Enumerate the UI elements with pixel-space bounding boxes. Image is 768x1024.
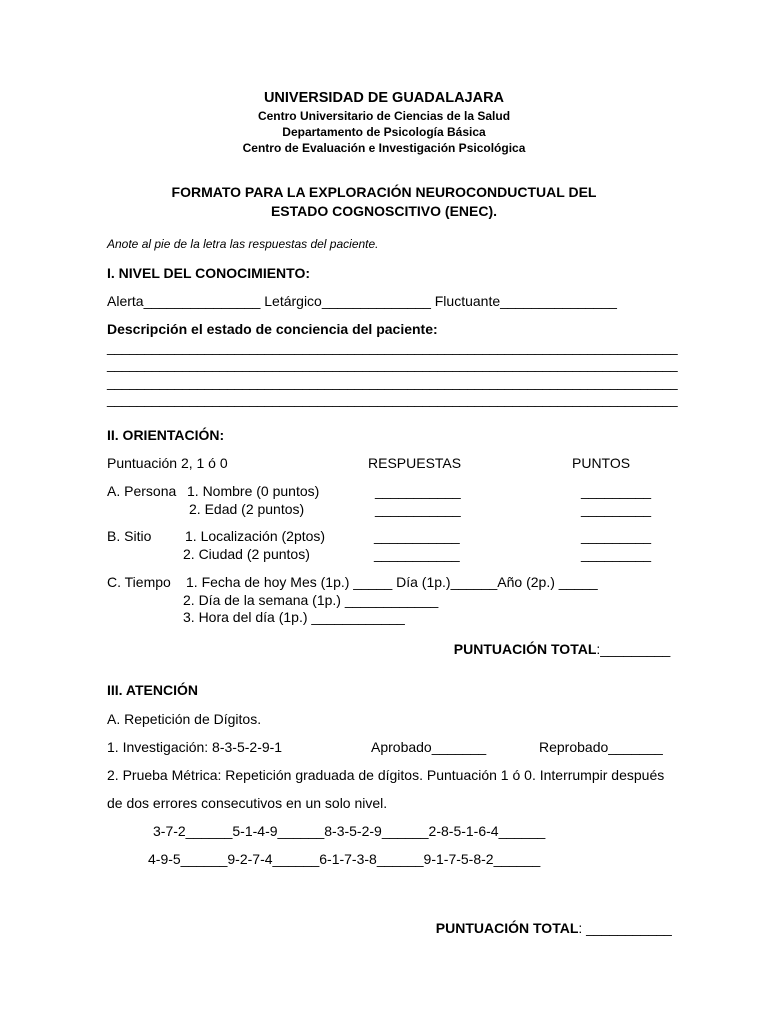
consciousness-description-label: Descripción el estado de conciencia del paciente: — [107, 321, 438, 337]
response-blank: ___________ — [374, 528, 460, 544]
investigation-item: 1. Investigación: 8-3-5-2-9-1 — [107, 739, 283, 755]
approved-blank: Aprobado_______ — [371, 739, 487, 755]
response-blank: ___________ — [375, 483, 461, 499]
section3-total — [428, 907, 672, 935]
response-blank: ___________ — [375, 501, 461, 517]
total-blank: : ___________ — [578, 920, 672, 936]
tiempo-item-fecha: 1. Fecha de hoy Mes (1p.) _____ Día (1p.)______Año (2p.) _____ — [186, 574, 598, 590]
description-line: ____________________________________________________________________________ — [107, 357, 678, 372]
score-label: Puntuación 2, 1 ó 0 — [107, 455, 228, 471]
points-blank: _________ — [581, 546, 652, 562]
persona-item-edad: 2. Edad (2 puntos) — [189, 501, 305, 517]
tiempo-label: C. Tiempo — [107, 574, 171, 590]
metric-test-line2: de dos errores consecutivos en un solo nivel. — [107, 795, 388, 811]
response-blank: ___________ — [374, 546, 460, 562]
university-name: UNIVERSIDAD DE GUADALAJARA — [263, 90, 505, 106]
section2-total — [446, 628, 670, 656]
digit-repetition-label: A. Repetición de Dígitos. — [107, 711, 262, 727]
section3-heading: III. ATENCIÓN — [107, 682, 198, 698]
tiempo-item-dia-semana: 2. Día de la semana (1p.) ____________ — [183, 592, 439, 608]
tiempo-item-hora: 3. Hora del día (1p.) ____________ — [183, 609, 405, 625]
persona-item-nombre: 1. Nombre (0 puntos) — [187, 483, 320, 499]
sitio-item-ciudad: 2. Ciudad (2 puntos) — [183, 546, 310, 562]
form-title-line2: ESTADO COGNOSCITIVO (ENEC). — [270, 203, 498, 219]
section1-heading: I. NIVEL DEL CONOCIMIENTO: — [107, 265, 311, 281]
points-blank: _________ — [581, 483, 652, 499]
column-puntos: PUNTOS — [572, 455, 631, 471]
description-line: ____________________________________________________________________________ — [107, 392, 678, 407]
department-name: Departamento de Psicología Básica — [282, 125, 486, 139]
metric-test-line1: 2. Prueba Métrica: Repetición graduada de dígitos. Puntuación 1 ó 0. Interrumpir después — [107, 767, 665, 783]
failed-blank: Reprobado_______ — [539, 739, 663, 755]
consciousness-options: Alerta_______________ Letárgico______________ Fluctuante_______________ — [107, 293, 617, 309]
column-respuestas: RESPUESTAS — [368, 455, 462, 471]
center-name: Centro Universitario de Ciencias de la Salud — [257, 109, 511, 123]
total-label: PUNTUACIÓN TOTAL — [435, 920, 579, 936]
total-blank: :_________ — [596, 641, 671, 657]
description-line: ____________________________________________________________________________ — [107, 340, 678, 355]
persona-label: A. Persona — [107, 483, 177, 499]
section2-heading: II. ORIENTACIÓN: — [107, 427, 225, 443]
points-blank: _________ — [581, 528, 652, 544]
points-blank: _________ — [581, 501, 652, 517]
digit-sequence-row: 3-7-2______5-1-4-9______8-3-5-2-9______2-8-5-1-6-4______ — [153, 823, 546, 839]
form-title-line1: FORMATO PARA LA EXPLORACIÓN NEUROCONDUCTUAL DEL — [171, 184, 597, 200]
digit-sequence-row: 4-9-5______9-2-7-4______6-1-7-3-8______9-1-7-5-8-2______ — [148, 851, 541, 867]
description-line: ____________________________________________________________________________ — [107, 375, 678, 390]
instruction-text: Anote al pie de la letra las respuestas del paciente. — [107, 237, 379, 251]
total-label: PUNTUACIÓN TOTAL — [453, 641, 597, 657]
sitio-item-localizacion: 1. Localización (2ptos) — [185, 528, 326, 544]
evaluation-center-name: Centro de Evaluación e Investigación Psicológica — [242, 141, 526, 155]
sitio-label: B. Sitio — [107, 528, 152, 544]
